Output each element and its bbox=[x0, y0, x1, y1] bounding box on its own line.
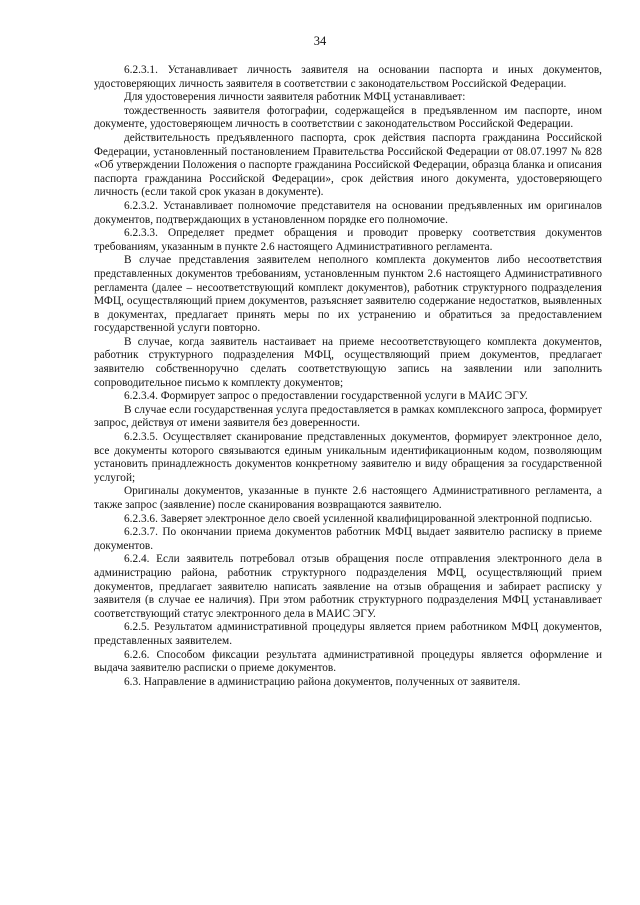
paragraph-photo-identity: тождественность заявителя фотографии, содержащейся в предъявленном им паспорте, ином документе, удостоверяющем личность в соответствии с законодательством Российской Федерации. bbox=[94, 104, 602, 131]
paragraph-6-2-4: 6.2.4. Если заявитель потребовал отзыв обращения после отправления электронного дела в администрацию района, работник структурного подразделения МФЦ, осуществляющий прием документов, предлагает заявителю написать заявление на отзыв обращения и забирает расписку у заявителя (в случае ее наличия). При этом работник структурного подразделения МФЦ устанавливает соответствующий статус электронного дела в МАИС ЭГУ. bbox=[94, 553, 602, 620]
paragraph-incomplete-set: В случае представления заявителем неполного комплекта документов либо несоответствия представленных документов требованиям, установленным пунктом 2.6 настоящего Административного регламента (далее – несоответствующий комплект документов), работник структурного подразделения МФЦ, осуществляющий прием документов, разъясняет заявителю содержание недостатков, выявленных в документах, предлагает принять меры по их устранению и обратиться за предоставлением государственной услуги повторно. bbox=[94, 254, 602, 335]
paragraph-6-2-3-5: 6.2.3.5. Осуществляет сканирование представленных документов, формирует электронное дело, все документы которого связываются единым уникальным идентификационным кодом, позволяющим установить принадлежность документов конкретному заявителю и виду обращения за государственной услугой; bbox=[94, 431, 602, 484]
paragraph-6-2-3-2: 6.2.3.2. Устанавливает полномочие представителя на основании предъявленных им оригиналов документов, подтверждающих в установленном порядке его полномочие. bbox=[94, 199, 602, 226]
paragraph-6-2-3-4: 6.2.3.4. Формирует запрос о предоставлении государственной услуги в МАИС ЭГУ. bbox=[124, 390, 528, 403]
document-body bbox=[94, 64, 602, 689]
paragraph-6-2-3-6: 6.2.3.6. Заверяет электронное дело своей усиленной квалифицированной электронной подписью. bbox=[124, 512, 593, 525]
paragraph-6-3: 6.3. Направление в администрацию района документов, полученных от заявителя. bbox=[124, 675, 521, 688]
paragraph-identity-check-intro: Для удостоверения личности заявителя работник МФЦ устанавливает: bbox=[124, 91, 466, 104]
paragraph-applicant-insists: В случае, когда заявитель настаивает на приеме несоответствующего комплекта документов, работник структурного подразделения МФЦ, осуществляющий прием документов, предлагает заявителю собственноручно сделать соответствующую запись на заявлении или заполнить сопроводительное письмо к комплекту документов; bbox=[94, 335, 602, 389]
paragraph-6-2-3-7: 6.2.3.7. По окончании приема документов работник МФЦ выдает заявителю расписку в приеме документов. bbox=[94, 526, 602, 552]
paragraph-6-2-3-3: 6.2.3.3. Определяет предмет обращения и проводит проверку соответствия документов требованиям, указанным в пункте 2.6 настоящего Административного регламента. bbox=[94, 227, 602, 253]
paragraph-6-2-5: 6.2.5. Результатом административной процедуры является прием работником МФЦ документов, представленных заявителем. bbox=[94, 621, 602, 647]
paragraph-passport-validity: действительность предъявленного паспорта, срок действия паспорта гражданина Российской Федерации, установленный постановлением Правительства Российской Федерации от 08.07.1997 № 828 «Об утверждении Положения о паспорте гражданина Российской Федерации, образца бланка и описания паспорта гражданина Российской Федерации», срок действия иного документа, удостоверяющего личность (если такой срок указан в документе). bbox=[94, 131, 602, 199]
paragraph-originals-returned: Оригиналы документов, указанные в пункте 2.6 настоящего Административного регламента, а также запрос (заявление) после сканирования возвращаются заявителю. bbox=[94, 485, 602, 511]
paragraph-6-2-6: 6.2.6. Способом фиксации результата административной процедуры является оформление и выдача заявителю расписки о приеме документов. bbox=[94, 648, 602, 675]
page-number: 34 bbox=[313, 34, 327, 48]
paragraph-6-2-3-1: 6.2.3.1. Устанавливает личность заявителя на основании паспорта и иных документов, удостоверяющих личность заявителя в соответствии с законодательством Российской Федерации. bbox=[94, 64, 602, 90]
paragraph-complex-request: В случае если государственная услуга предоставляется в рамках комплексного запроса, формирует запрос, действуя от имени заявителя без доверенности. bbox=[94, 403, 602, 430]
